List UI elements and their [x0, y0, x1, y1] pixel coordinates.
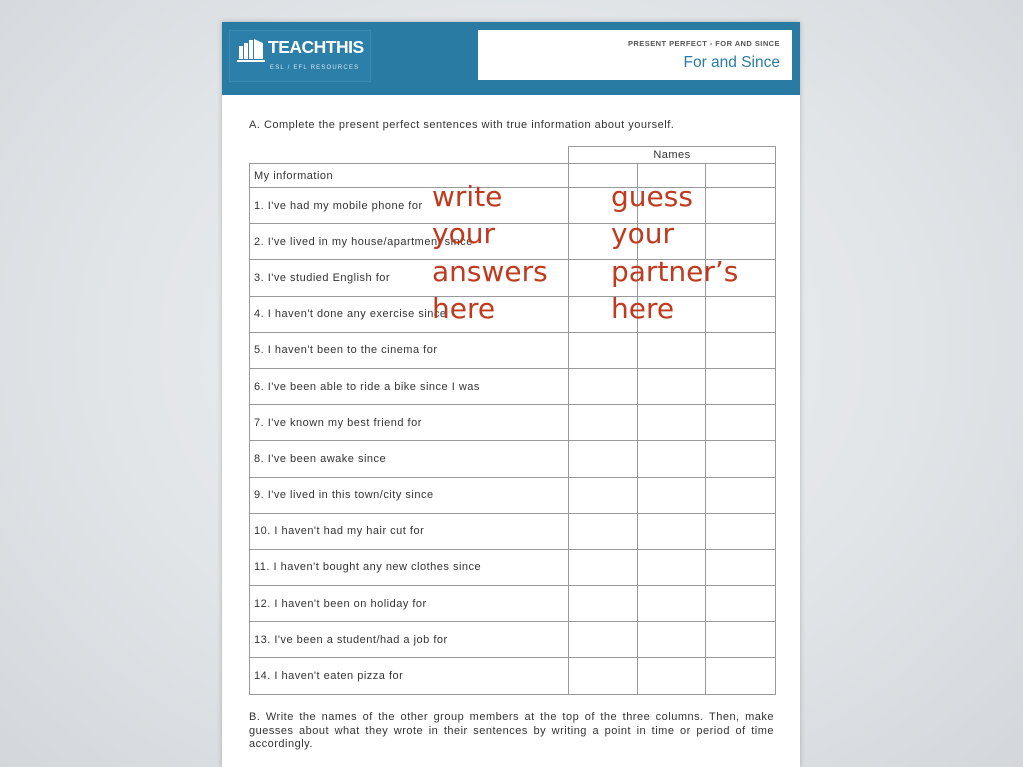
sentence-cell: 11. I haven't bought any new clothes since — [250, 549, 569, 585]
guess-cell — [706, 549, 776, 585]
guess-cell — [706, 658, 776, 694]
guess-cell — [706, 332, 776, 368]
guess-cell — [706, 368, 776, 404]
brand-logo — [229, 30, 371, 82]
annotation-line: here — [611, 291, 675, 325]
part-a-instruction: A. Complete the present perfect sentences with true information about yourself. — [249, 119, 675, 131]
guess-cell — [706, 477, 776, 513]
sentence-cell: 5. I haven't been to the cinema for — [250, 332, 569, 368]
sentence-cell: 7. I've known my best friend for — [250, 405, 569, 441]
my-information-header: My information — [250, 164, 569, 188]
guess-cell — [569, 405, 638, 441]
annotation-line: your — [432, 217, 495, 251]
sentence-cell: 14. I haven't eaten pizza for — [250, 658, 569, 694]
guess-cell — [638, 477, 706, 513]
guess-cell — [706, 622, 776, 658]
header-banner — [222, 22, 800, 95]
guess-cell — [706, 441, 776, 477]
sentence-cell: 6. I've been able to ride a bike since I was — [250, 368, 569, 404]
worksheet-page — [222, 22, 800, 767]
sentence-cell: 9. I've lived in this town/city since — [250, 477, 569, 513]
sentence-cell: 1. I've had my mobile phone for — [250, 188, 569, 224]
guess-cell — [569, 549, 638, 585]
table-row — [250, 332, 776, 368]
annotation-line: partner’s — [611, 254, 739, 288]
guess-cell — [638, 622, 706, 658]
names-header: Names — [569, 147, 776, 164]
annotation-line: answers — [432, 254, 548, 288]
table-row — [250, 586, 776, 622]
header-blank-cell — [250, 147, 569, 164]
guess-cell — [569, 477, 638, 513]
guess-cell — [638, 332, 706, 368]
worksheet-title: For and Since — [683, 54, 780, 71]
table-row — [250, 441, 776, 477]
answer-annotation — [432, 178, 548, 327]
book-icon — [237, 37, 265, 64]
table-row — [250, 405, 776, 441]
sentence-cell: 4. I haven't done any exercise since — [250, 296, 569, 332]
table-row — [250, 513, 776, 549]
part-b-instruction: B. Write the names of the other group members at the top of the three columns. Then, make guesses about what they wrote in their sentences by writing a point in time or period of time accordingly. — [249, 711, 774, 750]
guess-cell — [638, 658, 706, 694]
table-row — [250, 368, 776, 404]
guess-cell — [569, 586, 638, 622]
sentence-cell: 8. I've been awake since — [250, 441, 569, 477]
table-row — [250, 477, 776, 513]
guess-cell — [638, 368, 706, 404]
guess-cell — [706, 586, 776, 622]
guess-annotation — [611, 178, 738, 327]
guess-cell — [638, 586, 706, 622]
brand-tagline: ESL / EFL RESOURCES — [270, 65, 360, 71]
guess-cell — [569, 332, 638, 368]
guess-cell — [638, 549, 706, 585]
table-row — [250, 658, 776, 694]
sentence-cell: 13. I've been a student/had a job for — [250, 622, 569, 658]
guess-cell — [638, 405, 706, 441]
table-row — [250, 622, 776, 658]
annotation-line: here — [432, 291, 496, 325]
brand-name: TEACHTHIS — [268, 37, 364, 57]
guess-cell — [569, 368, 638, 404]
annotation-line: write — [432, 180, 503, 213]
worksheet-topic: PRESENT PERFECT - FOR AND SINCE — [627, 39, 780, 48]
annotation-line: your — [611, 217, 674, 251]
guess-cell — [569, 622, 638, 658]
title-box — [478, 30, 792, 80]
guess-cell — [638, 441, 706, 477]
sentence-cell: 12. I haven't been on holiday for — [250, 586, 569, 622]
guess-cell — [569, 513, 638, 549]
sentence-cell: 10. I haven't had my hair cut for — [250, 513, 569, 549]
sentence-cell: 3. I've studied English for — [250, 260, 569, 296]
guess-cell — [706, 513, 776, 549]
sentence-cell: 2. I've lived in my house/apartment since — [250, 224, 569, 260]
guess-cell — [569, 658, 638, 694]
annotation-line: guess — [611, 180, 693, 213]
table-header-row — [250, 147, 776, 164]
guess-cell — [706, 405, 776, 441]
guess-cell — [638, 513, 706, 549]
table-row — [250, 549, 776, 585]
guess-cell — [569, 441, 638, 477]
